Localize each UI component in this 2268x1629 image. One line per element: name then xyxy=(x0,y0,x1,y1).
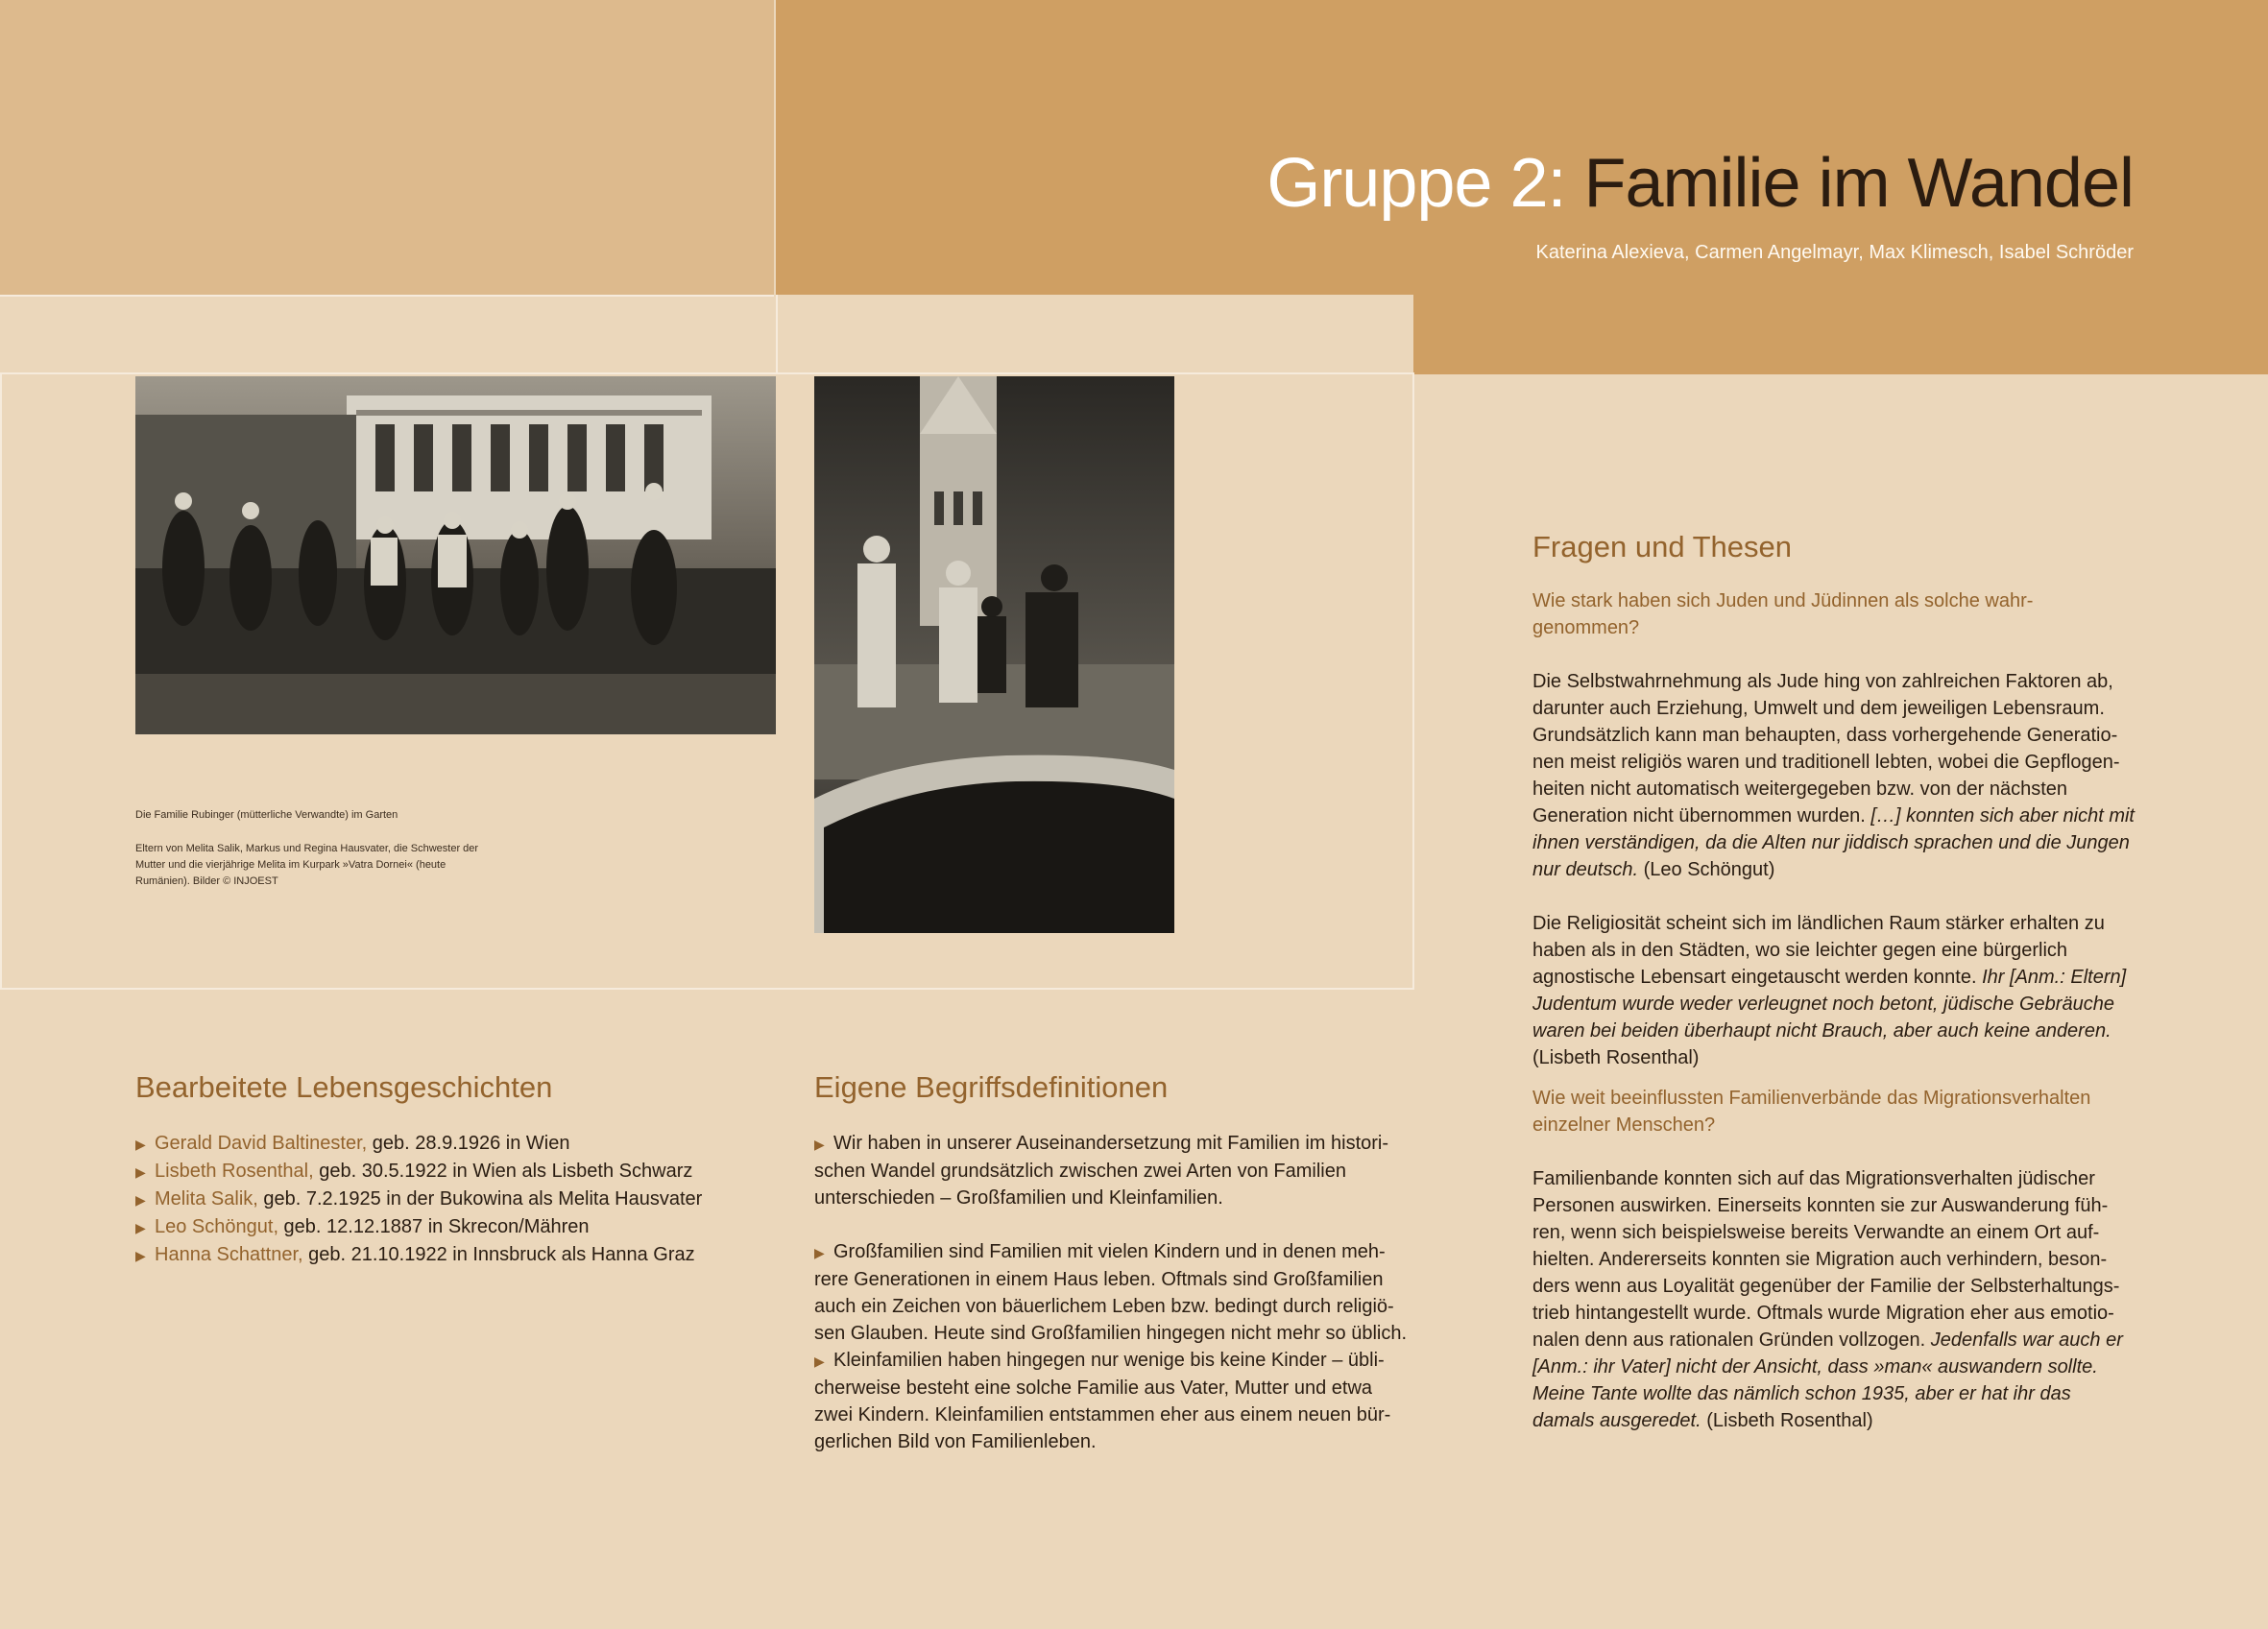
header-notch xyxy=(776,295,1413,374)
photo-family-garden xyxy=(135,376,776,734)
spacer xyxy=(1532,1071,2137,1085)
photo-family-garden-image xyxy=(135,376,776,734)
top-left-panel xyxy=(0,0,774,295)
triangle-right-icon: ▶ xyxy=(814,1354,825,1369)
definition-paragraph: ▶ Wir haben in unserer Auseinandersetzung mit Familien im histori- schen Wandel grundsätzlich zwischen zwei Arten von Familien unterschieden – Großfamilien und Kleinfamilien. xyxy=(814,1133,1389,1209)
spacer xyxy=(1532,1138,2137,1165)
thesis-paragraph-3: Familienbande konnten sich auf das Migrationsverhalten jüdischer Personen auswirken. Einerseits konnten sie zur Auswanderung füh- ren, wenn sich beispielsweise bereits Verwandte an einem Ort auf- hielten. Andererseits konnten sie Migration auch verhindern, beson- ders wenn aus Loyalität gegenüber der Familie der Selbsterhaltungs- trieb hintangestellt wurde. Oftmals wurde Migration eher aus emotio- nalen denn aus rationalen Gründen vollzogen. Jedenfalls war auch er [Anm.: ihr Vater] nicht der Ansicht, dass »man« auswandern sollte. Meine Tante wollte das nämlich schon 1935, aber er hat ihr das damals ausgeredet. (Lisbeth Rosenthal) xyxy=(1532,1168,2123,1431)
triangle-right-icon: ▶ xyxy=(135,1220,146,1235)
triangle-right-icon: ▶ xyxy=(135,1192,146,1208)
list-item: ▶ Hanna Schattner, geb. 21.10.1922 in Innsbruck als Hanna Graz xyxy=(135,1241,769,1269)
spacer xyxy=(1532,883,2137,910)
photo-caption-body: Eltern von Melita Salik, Markus und Regina Hausvater, die Schwester der Mutter und die vierjährige Melita im Kurpark »Vatra Dornei« (heute Rumänien). Bilder © INJOEST xyxy=(135,843,479,887)
definition-paragraph: ▶ Kleinfamilien haben hingegen nur wenige bis keine Kinder – übli- cherweise besteht eine solche Familie aus Vater, Mutter und etwa zwei Kindern. Kleinfamilien entstammen eher aus einem neuen bür- gerlichen Bild von Familienleben. xyxy=(814,1350,1391,1452)
question-1: Wie stark haben sich Juden und Jüdinnen als solche wahr- genommen? xyxy=(1532,590,2034,638)
triangle-right-icon: ▶ xyxy=(135,1248,146,1263)
list-item: ▶ Gerald David Baltinester, geb. 28.9.1926 in Wien xyxy=(135,1130,769,1158)
theses-body xyxy=(1532,587,2137,1434)
lives-heading: Bearbeitete Lebensgeschichten xyxy=(135,1070,553,1104)
photo-fountain xyxy=(814,376,1174,933)
triangle-right-icon: ▶ xyxy=(135,1164,146,1180)
title-prefix: Gruppe 2: xyxy=(1267,145,1566,222)
question-2: Wie weit beeinflussten Familienverbände das Migrationsverhalten einzelner Menschen? xyxy=(1532,1088,2091,1136)
triangle-right-icon: ▶ xyxy=(814,1245,825,1260)
page-title xyxy=(1267,144,2134,223)
triangle-right-icon: ▶ xyxy=(814,1137,825,1152)
authors: Katerina Alexieva, Carmen Angelmayr, Max Klimesch, Isabel Schröder xyxy=(1535,242,2134,263)
lives-list xyxy=(135,1130,769,1269)
definition-paragraph: ▶ Großfamilien sind Familien mit vielen Kindern und in denen meh- rere Generationen in einem Haus leben. Oftmals sind Großfamilien auch ein Zeichen von bäuerlichem Leben bzw. bedingt durch religiö- sen Glauben. Heute sind Großfamilien hingegen nicht mehr so üblich. xyxy=(814,1241,1408,1344)
triangle-right-icon: ▶ xyxy=(135,1137,146,1152)
strip-left xyxy=(0,295,774,374)
list-item: ▶ Leo Schöngut, geb. 12.12.1887 in Skrecon/Mähren xyxy=(135,1213,769,1241)
list-item: ▶ Lisbeth Rosenthal, geb. 30.5.1922 in Wien als Lisbeth Schwarz xyxy=(135,1158,769,1186)
definitions-body xyxy=(814,1130,1414,1455)
spacer xyxy=(1532,641,2137,668)
theses-heading: Fragen und Thesen xyxy=(1532,530,1793,563)
thesis-paragraph-1: Die Selbstwahrnehmung als Jude hing von zahlreichen Faktoren ab, darunter auch Erziehung, Umwelt und dem jeweiligen Lebensraum. Grundsätzlich kann man behaupten, dass vorhergehende Generatio- nen meist religiös waren und traditionell lebten, wobei die Gepflogen- heiten nicht automatisch weitergegeben bzw. von der nächsten Generation nicht übernommen wurden. […] konnten sich aber nicht mit ihnen verständigen, da die Alten nur jiddisch sprachen und die Jungen nur deutsch. (Leo Schöngut) xyxy=(1532,671,2135,880)
thesis-paragraph-2: Die Religiosität scheint sich im ländlichen Raum stärker erhalten zu haben als in den Städten, wo sie leichter gegen eine bürgerlich agnostische Lebensart eingetauscht werden konnte. Ihr [Anm.: Eltern] Judentum wurde weder verleugnet noch betont, jüdische Gebräuche waren bei beiden überhaupt nicht Brauch, aber auch keine anderen. (Lisbeth Rosenthal) xyxy=(1532,913,2127,1068)
title-main: Familie im Wandel xyxy=(1583,145,2134,222)
list-item: ▶ Melita Salik, geb. 7.2.1925 in der Bukowina als Melita Hausvater xyxy=(135,1186,769,1213)
photo-caption-title: Die Familie Rubinger (mütterliche Verwandte) im Garten xyxy=(135,809,398,821)
definitions-heading: Eigene Begriffsdefinitionen xyxy=(814,1070,1169,1104)
photo-fountain-image xyxy=(814,376,1174,933)
spacer xyxy=(814,1211,1414,1238)
